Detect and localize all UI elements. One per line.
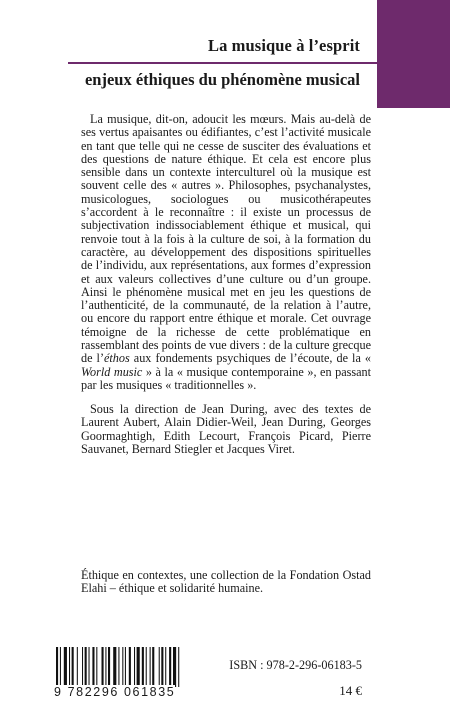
accent-corner-block: [377, 0, 450, 108]
blurb-world-music: World music: [81, 364, 143, 379]
blurb-text-mid: aux fondements psychiques de l’écoute, de la «: [129, 351, 372, 366]
barcode-number: 9 782296 061835: [54, 685, 176, 699]
blurb-ethos: éthos: [104, 351, 130, 366]
blurb-text-end: » à la « musique contemporaine », en passant par les musiques « traditionnelles ».: [81, 364, 371, 392]
price: 14 €: [339, 683, 362, 698]
contributors-paragraph: Sous la direction de Jean During, avec des textes de Laurent Aubert, Alain Didier-Weil, Jean During, Georges Goormaghtigh, Edith Lecourt, François Picard, Pierre Sauvanet, Bernard Stiegler et Jacques Viret.: [81, 402, 371, 456]
blurb-paragraph: [81, 113, 371, 392]
barcode-bars: [54, 647, 224, 687]
collection-note: Éthique en contextes, une collection de la Fondation Ostad Elahi – éthique et solidarité humaine.: [81, 568, 371, 596]
blurb-text-start: La musique, dit-on, adoucit les mœurs. Mais au-delà de ses vertus apaisantes ou édifiantes, c’est l’activité musicale en tant que telle qui ne cesse de susciter des évaluations et des questions de nature éthique. Et cela est encore plus sensible dans un contexte interculturel où la musique est souvent celle des « autres ». Philosophes, psychanalystes, musicologues, sociologues ou musicothérapeutes s’accordent à le reconnaître : il existe un processus de subjectivation indissociablement éthique et musical, qui renvoie tout à la fois à la culture de soi, à la formation du caractère, au développement des dispositions spirituelles de l’individu, aux représentations, aux formes d’expression et aux valeurs collectives d’une culture ou d’un groupe. Ainsi le phénomène musical met en jeu les questions de l’authenticité, de la communauté, de la relation à l’autre, ou encore du rapport entre éthique et morale. Cet ouvrage témoigne de la richesse de cette problématique en rassemblant des points de vue divers : de la culture grecque de l’: [81, 112, 371, 366]
title-divider: [68, 62, 377, 64]
isbn: ISBN : 978-2-296-06183-5: [229, 658, 362, 672]
book-subtitle: enjeux éthiques du phénomène musical: [84, 70, 360, 89]
book-title: La musique à l’esprit: [208, 36, 360, 55]
